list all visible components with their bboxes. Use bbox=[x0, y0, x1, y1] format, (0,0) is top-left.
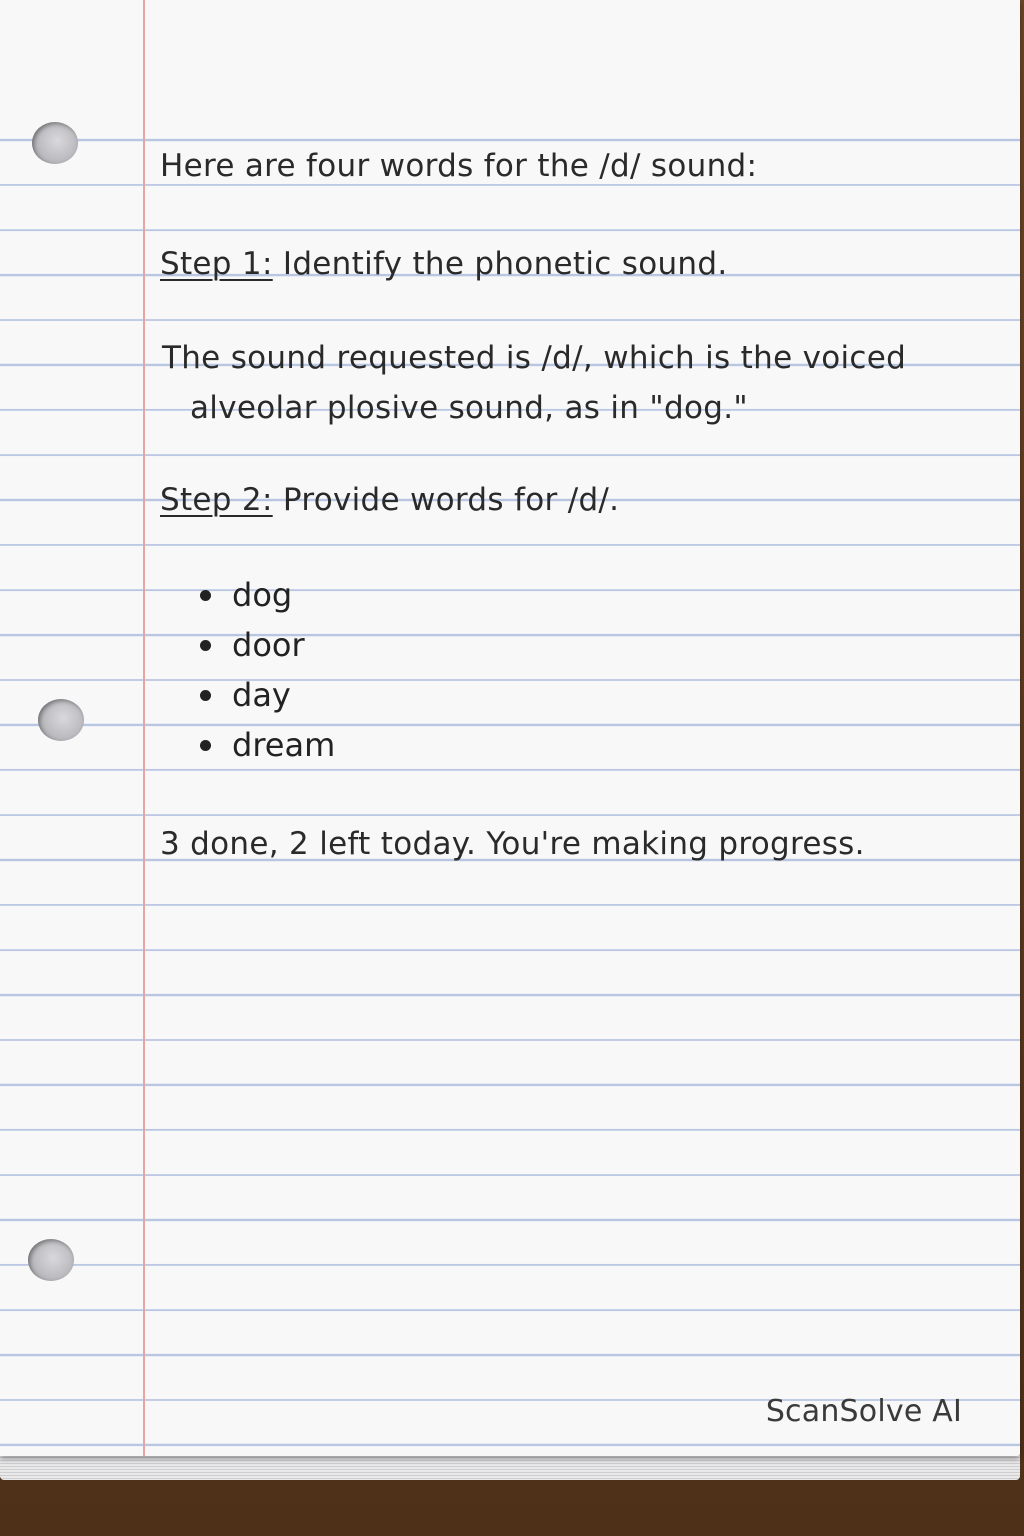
brand-label: ScanSolve AI bbox=[765, 1394, 962, 1429]
step-1-line bbox=[160, 246, 728, 282]
step-1-text: Identify the phonetic sound. bbox=[282, 246, 728, 282]
word-item: day bbox=[232, 676, 291, 714]
list-item bbox=[196, 720, 335, 770]
bullet-icon bbox=[200, 640, 211, 651]
page-top-margin bbox=[0, 0, 1020, 120]
list-item bbox=[196, 670, 335, 720]
step-1-label: Step 1: bbox=[160, 246, 273, 282]
binder-hole-bottom bbox=[28, 1239, 74, 1281]
bullet-icon bbox=[200, 740, 211, 751]
step-2-label: Step 2: bbox=[160, 482, 273, 518]
word-list bbox=[196, 570, 335, 770]
word-item: door bbox=[232, 626, 305, 664]
binder-hole-middle bbox=[38, 699, 84, 741]
progress-text: 3 done, 2 left today. You're making progress. bbox=[160, 826, 865, 862]
list-item bbox=[196, 620, 335, 670]
binder-hole-top bbox=[32, 122, 78, 164]
bullet-icon bbox=[200, 590, 211, 601]
bullet-icon bbox=[200, 690, 211, 701]
explanation-line-1: The sound requested is /d/, which is the voiced bbox=[162, 340, 907, 376]
step-2-text: Provide words for /d/. bbox=[282, 482, 620, 518]
intro-text: Here are four words for the /d/ sound: bbox=[160, 148, 758, 184]
explanation-line-2: alveolar plosive sound, as in "dog." bbox=[190, 390, 748, 426]
word-item: dream bbox=[232, 726, 336, 764]
margin-line bbox=[143, 0, 145, 1456]
word-item: dog bbox=[232, 576, 293, 614]
step-2-line bbox=[160, 482, 619, 518]
list-item bbox=[196, 570, 335, 620]
